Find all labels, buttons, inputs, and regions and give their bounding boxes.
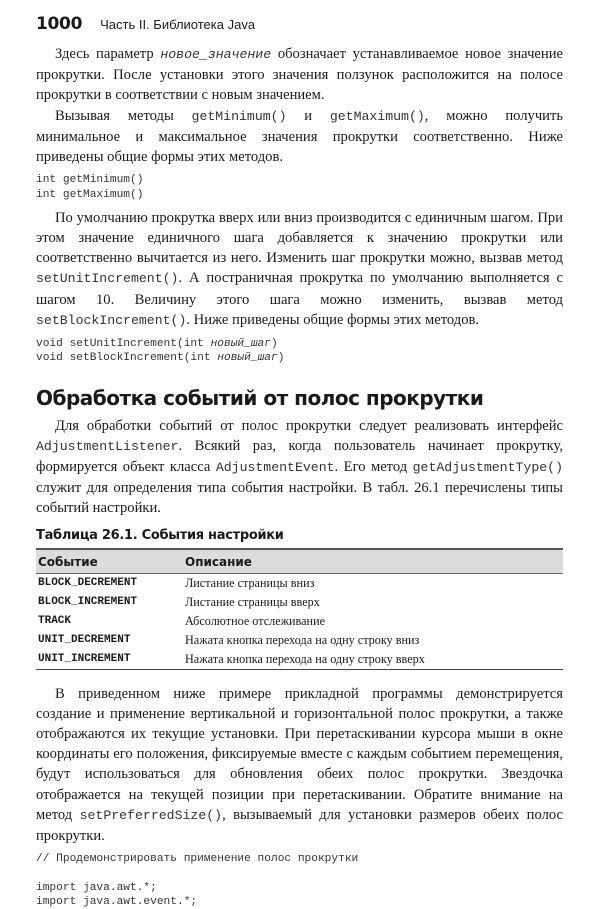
- table-row: [36, 593, 563, 612]
- inline-code: setPreferredSize(): [79, 807, 223, 823]
- paragraph-adjustment-listener: Для обработки событий от полос прокрутки следует реализовать интерфейс AdjustmentListener. Всякий раз, когда пользователь начинает прокрутку, формируется объект класса AdjustmentEvent. Его метод getAdjustmentType() служит для определения типа события настройки. В табл. 26.1 перечислены типы событий настройки.: [36, 417, 563, 517]
- event-name: UNIT_DECREMENT: [38, 634, 131, 647]
- chapter-title: Часть II. Библиотека Java: [100, 17, 256, 32]
- inline-code: AdjustmentEvent: [215, 460, 335, 476]
- running-header: [36, 14, 255, 34]
- code-block-get-min-max: int getMinimum() int getMaximum(): [36, 174, 144, 201]
- section-heading: Обработка событий от полос прокрутки: [36, 385, 484, 410]
- inline-code: getMinimum(): [191, 108, 287, 124]
- inline-code: AdjustmentListener: [36, 438, 179, 454]
- paragraph-example-description: В приведенном ниже примере прикладной программы демонстрируется создание и применение вертикальной и горизонтальной полос прокрутки, а также отображаются их текущие установки. При перетаскивании курсора мыши в окне координаты его положения, фиксируемые вместе с каждым событием перемещения, будут использоваться для обновления обеих полос прокрутки. Звездочка отображается на текущей позиции при перетаскивании. Обратите внимание на метод setPreferredSize(), вызываемый для установки размеров обеих полос прокрутки.: [36, 685, 563, 845]
- event-name: UNIT_INCREMENT: [36, 650, 183, 670]
- code-comment: // Продемонстрировать применение полос прокрутки: [36, 853, 359, 866]
- paragraph-increments: По умолчанию прокрутка вверх или вниз производится с единичным шагом. При этом значение единичного шага добавляется к значению прокрутки или соответственно вычитается из него. Изменить шаг прокрутки можно, вызвав метод setUnitIncrement(). А постраничная прокрутка по умолчанию выполняется с шагом 10. Величину этого шага можно изменить, вызвав метод setBlockIncrement(). Ниже приведены общие формы этих методов.: [36, 209, 563, 328]
- table-row: [36, 631, 563, 650]
- event-description: Листание страницы вверх: [185, 594, 320, 609]
- inline-code: getMaximum(): [329, 108, 425, 124]
- event-name: TRACK: [38, 615, 72, 628]
- table-header-row: [36, 549, 563, 574]
- inline-code: setUnitIncrement(): [36, 271, 179, 287]
- event-description: Нажата кнопка перехода на одну строку вниз: [185, 632, 420, 647]
- table-caption: Таблица 26.1. События настройки: [36, 527, 284, 543]
- event-name: BLOCK_INCREMENT: [38, 596, 138, 609]
- page-number: 1000: [36, 14, 83, 34]
- event-description: Нажата кнопка перехода на одну строку вверх: [183, 650, 563, 670]
- paragraph-get-min-max: Вызывая методы getMinimum() и getMaximum(), можно получить минимальное и максимальное значения прокрутки соответственно. Ниже приведены общие формы этих методов.: [36, 107, 563, 166]
- page-body: [36, 44, 563, 909]
- event-description: Абсолютное отслеживание: [185, 613, 326, 628]
- table-row: [36, 573, 563, 593]
- events-table: [36, 548, 563, 670]
- inline-code: новое_значение: [160, 47, 272, 62]
- column-header-description: Описание: [183, 549, 563, 574]
- code-block-set-increment: void setUnitIncrement(int новый_шаг) void setBlockIncrement(int новый_шаг): [36, 338, 285, 365]
- paragraph-new-value: Здесь параметр новое_значение обозначает устанавливаемое новое значение прокрутки. После установки этого значения ползунок расположится на полосе прокрутки в соответствии с новым значением.: [36, 46, 563, 104]
- event-name: BLOCK_DECREMENT: [38, 577, 138, 590]
- table-row: [36, 612, 563, 631]
- table-row: [36, 650, 563, 670]
- event-description: Листание страницы вниз: [185, 575, 315, 590]
- inline-code: setBlockIncrement(): [36, 312, 187, 328]
- inline-code: getAdjustmentType(): [412, 460, 563, 476]
- column-header-event: Событие: [36, 549, 183, 574]
- code-block-example: // Продемонстрировать применение полос прокрутки import java.awt.*; import java.awt.event.*;: [36, 853, 359, 909]
